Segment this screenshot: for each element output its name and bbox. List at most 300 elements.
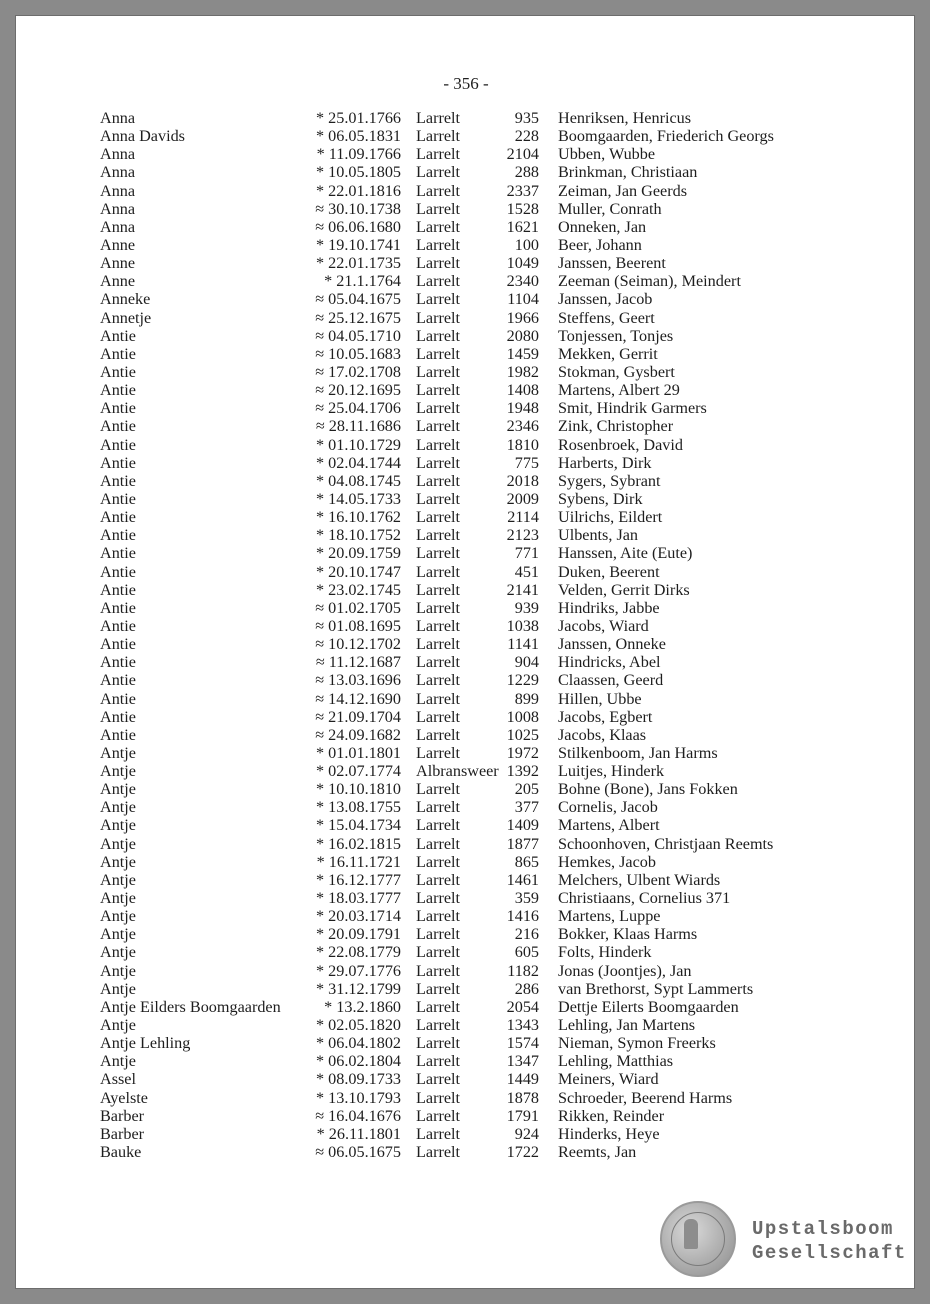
entry-date: * 02.04.1744 bbox=[316, 453, 401, 472]
entry-place: Larrelt bbox=[416, 217, 461, 236]
list-item bbox=[16, 962, 916, 980]
entry-number: 865 bbox=[514, 852, 539, 871]
list-item bbox=[16, 309, 916, 327]
entry-relation: Lehling, Matthias bbox=[558, 1052, 674, 1071]
entry-number: 1409 bbox=[506, 816, 539, 835]
entry-name: Antie bbox=[100, 689, 136, 708]
list-item bbox=[16, 218, 916, 236]
list-item bbox=[16, 472, 916, 490]
entry-date: * 18.10.1752 bbox=[316, 526, 401, 545]
entry-place: Larrelt bbox=[416, 689, 461, 708]
entry-relation: Boomgaarden, Friederich Georgs bbox=[558, 127, 774, 146]
entry-number: 2340 bbox=[506, 272, 539, 291]
list-item bbox=[16, 454, 916, 472]
entry-number: 205 bbox=[514, 780, 539, 799]
entry-relation: Christiaans, Cornelius 371 bbox=[558, 889, 731, 908]
entry-place: Larrelt bbox=[416, 1143, 461, 1162]
entry-number: 2337 bbox=[506, 181, 539, 200]
entry-date: ≈ 17.02.1708 bbox=[315, 362, 401, 381]
entry-name: Antie bbox=[100, 399, 136, 418]
entry-place: Larrelt bbox=[416, 1070, 461, 1089]
entry-date: ≈ 24.09.1682 bbox=[315, 725, 401, 744]
entry-name: Antie bbox=[100, 562, 136, 581]
entry-relation: Stilkenboom, Jan Harms bbox=[558, 743, 718, 762]
entry-name: Antje bbox=[100, 925, 136, 944]
list-item bbox=[16, 182, 916, 200]
entry-name: Antje Eilders Boomgaarden bbox=[100, 997, 281, 1016]
entry-date: * 16.11.1721 bbox=[316, 852, 401, 871]
entry-name: Annetje bbox=[100, 308, 152, 327]
entry-number: 2018 bbox=[506, 471, 539, 490]
entry-place: Larrelt bbox=[416, 399, 461, 418]
entry-relation: Hanssen, Aite (Eute) bbox=[558, 544, 693, 563]
list-item bbox=[16, 563, 916, 581]
entry-place: Larrelt bbox=[416, 961, 461, 980]
entry-date: ≈ 11.12.1687 bbox=[315, 653, 401, 672]
entry-place: Larrelt bbox=[416, 290, 461, 309]
entry-number: 2104 bbox=[506, 145, 539, 164]
entry-relation: Janssen, Beerent bbox=[558, 254, 666, 273]
list-item bbox=[16, 635, 916, 653]
entry-place: Larrelt bbox=[416, 580, 461, 599]
entry-name: Antje bbox=[100, 979, 136, 998]
entry-name: Anna bbox=[100, 199, 136, 218]
entry-date: * 13.08.1755 bbox=[316, 798, 401, 817]
entry-place: Larrelt bbox=[416, 671, 461, 690]
entry-date: * 10.05.1805 bbox=[316, 163, 401, 182]
entry-place: Larrelt bbox=[416, 109, 461, 127]
entry-name: Antie bbox=[100, 707, 136, 726]
entry-number: 1449 bbox=[506, 1070, 539, 1089]
entry-relation: Bokker, Klaas Harms bbox=[558, 925, 698, 944]
entry-relation: Jacobs, Egbert bbox=[558, 707, 653, 726]
entry-place: Larrelt bbox=[416, 780, 461, 799]
entry-name: Anna bbox=[100, 145, 136, 164]
entry-name: Antie bbox=[100, 344, 136, 363]
list-item bbox=[16, 671, 916, 689]
entry-name: Antje bbox=[100, 889, 136, 908]
entry-number: 377 bbox=[514, 798, 539, 817]
list-item bbox=[16, 943, 916, 961]
document-page bbox=[15, 15, 915, 1289]
entry-place: Larrelt bbox=[416, 979, 461, 998]
entry-date: * 04.08.1745 bbox=[316, 471, 401, 490]
entry-number: 2054 bbox=[506, 997, 539, 1016]
entry-name: Antie bbox=[100, 616, 136, 635]
entry-number: 1461 bbox=[506, 870, 539, 889]
entry-number: 1791 bbox=[506, 1106, 539, 1125]
entry-name: Antje Lehling bbox=[100, 1034, 191, 1053]
list-item bbox=[16, 1125, 916, 1143]
entry-relation: Nieman, Symon Freerks bbox=[558, 1034, 716, 1053]
entry-place: Larrelt bbox=[416, 489, 461, 508]
entry-number: 2080 bbox=[506, 326, 539, 345]
entry-relation: Hindricks, Abel bbox=[558, 653, 661, 672]
entry-date: * 19.10.1741 bbox=[316, 235, 401, 254]
entry-place: Larrelt bbox=[416, 1016, 461, 1035]
entry-date: ≈ 28.11.1686 bbox=[315, 417, 401, 436]
entry-relation: Rosenbroek, David bbox=[558, 435, 683, 454]
entry-name: Anna bbox=[100, 217, 136, 236]
list-item bbox=[16, 236, 916, 254]
list-item bbox=[16, 508, 916, 526]
page-number: - 356 - bbox=[443, 74, 489, 93]
entry-place: Larrelt bbox=[416, 562, 461, 581]
list-item bbox=[16, 544, 916, 562]
entry-relation: Harberts, Dirk bbox=[558, 453, 652, 472]
seal-logo-icon bbox=[660, 1201, 736, 1277]
list-item bbox=[16, 653, 916, 671]
entry-place: Larrelt bbox=[416, 943, 461, 962]
entry-relation: Janssen, Onneke bbox=[558, 635, 666, 654]
entry-number: 1049 bbox=[506, 254, 539, 273]
entry-place: Larrelt bbox=[416, 870, 461, 889]
entry-relation: Schroeder, Beerend Harms bbox=[558, 1088, 733, 1107]
entry-date: ≈ 10.12.1702 bbox=[315, 635, 401, 654]
list-item bbox=[16, 1034, 916, 1052]
entry-relation: Martens, Luppe bbox=[558, 907, 661, 926]
entry-date: * 16.10.1762 bbox=[316, 508, 401, 527]
entry-place: Larrelt bbox=[416, 254, 461, 273]
entry-date: * 20.09.1791 bbox=[316, 925, 401, 944]
entry-number: 228 bbox=[514, 127, 539, 146]
entry-date: * 14.05.1733 bbox=[316, 489, 401, 508]
entry-place: Larrelt bbox=[416, 308, 461, 327]
entry-name: Antje bbox=[100, 852, 136, 871]
entry-date: * 06.04.1802 bbox=[316, 1034, 401, 1053]
list-item bbox=[16, 980, 916, 998]
entry-place: Larrelt bbox=[416, 925, 461, 944]
entry-relation: Zink, Christopher bbox=[558, 417, 674, 436]
entry-date: * 08.09.1733 bbox=[316, 1070, 401, 1089]
list-item bbox=[16, 1016, 916, 1034]
list-item bbox=[16, 835, 916, 853]
entry-date: * 13.2.1860 bbox=[324, 997, 401, 1016]
list-item bbox=[16, 581, 916, 599]
entry-relation: Stokman, Gysbert bbox=[558, 362, 675, 381]
entry-number: 1528 bbox=[506, 199, 539, 218]
entry-relation: Zeiman, Jan Geerds bbox=[558, 181, 688, 200]
entry-date: ≈ 14.12.1690 bbox=[315, 689, 401, 708]
entry-name: Anna bbox=[100, 181, 136, 200]
entry-name: Antie bbox=[100, 725, 136, 744]
list-item bbox=[16, 254, 916, 272]
list-item bbox=[16, 708, 916, 726]
entry-number: 1008 bbox=[506, 707, 539, 726]
entry-place: Albransweer bbox=[416, 762, 499, 781]
entry-number: 286 bbox=[514, 979, 539, 998]
entry-relation: Beer, Johann bbox=[558, 235, 642, 254]
entry-name: Barber bbox=[100, 1106, 145, 1125]
entry-date: ≈ 13.03.1696 bbox=[315, 671, 401, 690]
entry-number: 2009 bbox=[506, 489, 539, 508]
entry-place: Larrelt bbox=[416, 725, 461, 744]
list-item bbox=[16, 780, 916, 798]
entry-relation: Zeeman (Seiman), Meindert bbox=[558, 272, 741, 291]
list-item bbox=[16, 417, 916, 435]
entry-date: * 29.07.1776 bbox=[316, 961, 401, 980]
list-item bbox=[16, 762, 916, 780]
entry-place: Larrelt bbox=[416, 235, 461, 254]
entry-place: Larrelt bbox=[416, 653, 461, 672]
entry-number: 1347 bbox=[506, 1052, 539, 1071]
entry-relation: Jonas (Joontjes), Jan bbox=[558, 961, 692, 980]
brand-line-2: Gesellschaft bbox=[752, 1242, 907, 1264]
list-item bbox=[16, 381, 916, 399]
entry-name: Antie bbox=[100, 381, 136, 400]
entry-date: * 25.01.1766 bbox=[316, 109, 401, 127]
entry-relation: Melchers, Ulbent Wiards bbox=[558, 870, 721, 889]
entry-relation: Cornelis, Jacob bbox=[558, 798, 658, 817]
entry-place: Larrelt bbox=[416, 181, 461, 200]
entry-number: 904 bbox=[514, 653, 539, 672]
entry-relation: Jacobs, Klaas bbox=[558, 725, 647, 744]
entry-name: Anna bbox=[100, 109, 136, 127]
entry-relation: Folts, Hinderk bbox=[558, 943, 652, 962]
entry-place: Larrelt bbox=[416, 362, 461, 381]
list-item bbox=[16, 1143, 916, 1161]
entry-number: 1574 bbox=[506, 1034, 539, 1053]
entry-number: 1972 bbox=[506, 743, 539, 762]
entry-name: Antie bbox=[100, 635, 136, 654]
entry-relation: Bohne (Bone), Jans Fokken bbox=[558, 780, 738, 799]
entry-number: 1877 bbox=[506, 834, 539, 853]
entry-relation: Sygers, Sybrant bbox=[558, 471, 661, 490]
list-item bbox=[16, 889, 916, 907]
entry-relation: Hillen, Ubbe bbox=[558, 689, 642, 708]
entry-date: * 22.08.1779 bbox=[316, 943, 401, 962]
entry-date: ≈ 30.10.1738 bbox=[315, 199, 401, 218]
entry-place: Larrelt bbox=[416, 199, 461, 218]
entry-place: Larrelt bbox=[416, 743, 461, 762]
entry-name: Antje bbox=[100, 816, 136, 835]
entry-name: Antje bbox=[100, 798, 136, 817]
entry-relation: Hinderks, Heye bbox=[558, 1124, 660, 1143]
entry-place: Larrelt bbox=[416, 326, 461, 345]
entry-date: * 02.05.1820 bbox=[316, 1016, 401, 1035]
entry-number: 1025 bbox=[506, 725, 539, 744]
entry-date: * 26.11.1801 bbox=[316, 1124, 401, 1143]
entry-date: ≈ 06.05.1675 bbox=[315, 1143, 401, 1162]
entry-number: 2141 bbox=[506, 580, 539, 599]
entry-relation: Hemkes, Jacob bbox=[558, 852, 656, 871]
entry-place: Larrelt bbox=[416, 544, 461, 563]
entry-name: Barber bbox=[100, 1124, 145, 1143]
entry-relation: Martens, Albert 29 bbox=[558, 381, 680, 400]
entry-relation: Dettje Eilerts Boomgaarden bbox=[558, 997, 739, 1016]
entry-date: ≈ 21.09.1704 bbox=[315, 707, 401, 726]
list-item bbox=[16, 925, 916, 943]
list-item bbox=[16, 163, 916, 181]
entry-date: ≈ 01.08.1695 bbox=[315, 616, 401, 635]
entry-number: 1038 bbox=[506, 616, 539, 635]
entry-name: Anne bbox=[100, 254, 136, 273]
entry-date: * 16.12.1777 bbox=[316, 870, 401, 889]
entry-number: 1343 bbox=[506, 1016, 539, 1035]
entry-number: 1982 bbox=[506, 362, 539, 381]
entry-number: 935 bbox=[514, 109, 539, 127]
entry-place: Larrelt bbox=[416, 435, 461, 454]
entry-name: Antie bbox=[100, 580, 136, 599]
entry-number: 451 bbox=[514, 562, 539, 581]
entry-place: Larrelt bbox=[416, 145, 461, 164]
entry-number: 1229 bbox=[506, 671, 539, 690]
entry-place: Larrelt bbox=[416, 344, 461, 363]
list-item bbox=[16, 617, 916, 635]
list-item bbox=[16, 200, 916, 218]
entry-number: 1182 bbox=[507, 961, 539, 980]
list-item bbox=[16, 853, 916, 871]
entry-date: * 10.10.1810 bbox=[316, 780, 401, 799]
entry-name: Antje bbox=[100, 762, 136, 781]
entry-date: * 31.12.1799 bbox=[316, 979, 401, 998]
list-item bbox=[16, 436, 916, 454]
entry-place: Larrelt bbox=[416, 272, 461, 291]
entry-place: Larrelt bbox=[416, 635, 461, 654]
list-item bbox=[16, 744, 916, 762]
entry-place: Larrelt bbox=[416, 381, 461, 400]
entry-date: * 01.01.1801 bbox=[316, 743, 401, 762]
entry-name: Antie bbox=[100, 544, 136, 563]
entry-date: ≈ 20.12.1695 bbox=[315, 381, 401, 400]
entry-relation: Lehling, Jan Martens bbox=[558, 1016, 696, 1035]
entry-number: 1104 bbox=[507, 290, 539, 309]
list-item bbox=[16, 690, 916, 708]
entry-name: Antie bbox=[100, 326, 136, 345]
entry-name: Antie bbox=[100, 471, 136, 490]
entry-number: 1141 bbox=[507, 635, 539, 654]
entry-number: 1966 bbox=[506, 308, 539, 327]
list-item bbox=[16, 1107, 916, 1125]
entry-place: Larrelt bbox=[416, 598, 461, 617]
entry-relation: Ulbents, Jan bbox=[558, 526, 639, 545]
entry-name: Antje bbox=[100, 943, 136, 962]
entry-name: Ayelste bbox=[100, 1088, 148, 1107]
entry-relation: Reemts, Jan bbox=[558, 1143, 637, 1162]
entry-place: Larrelt bbox=[416, 907, 461, 926]
list-item bbox=[16, 109, 916, 127]
entry-date: * 06.02.1804 bbox=[316, 1052, 401, 1071]
entry-place: Larrelt bbox=[416, 997, 461, 1016]
entry-number: 2123 bbox=[506, 526, 539, 545]
entry-date: * 16.02.1815 bbox=[316, 834, 401, 853]
entry-place: Larrelt bbox=[416, 707, 461, 726]
entry-relation: van Brethorst, Sypt Lammerts bbox=[558, 979, 754, 998]
entry-number: 1459 bbox=[506, 344, 539, 363]
entry-number: 899 bbox=[514, 689, 539, 708]
entry-relation: Jacobs, Wiard bbox=[558, 616, 649, 635]
entry-name: Anna Davids bbox=[100, 127, 185, 146]
entry-place: Larrelt bbox=[416, 417, 461, 436]
entry-date: * 15.04.1734 bbox=[316, 816, 401, 835]
list-item bbox=[16, 1070, 916, 1088]
entry-number: 288 bbox=[514, 163, 539, 182]
entry-name: Bauke bbox=[100, 1143, 142, 1162]
entry-name: Anna bbox=[100, 163, 136, 182]
entry-date: * 06.05.1831 bbox=[316, 127, 401, 146]
entry-relation: Muller, Conrath bbox=[558, 199, 662, 218]
entry-place: Larrelt bbox=[416, 798, 461, 817]
list-item bbox=[16, 871, 916, 889]
entry-place: Larrelt bbox=[416, 471, 461, 490]
entry-relation: Schoonhoven, Christjaan Reemts bbox=[558, 834, 774, 853]
entry-relation: Janssen, Jacob bbox=[558, 290, 653, 309]
entry-date: * 22.01.1816 bbox=[316, 181, 401, 200]
entry-name: Anneke bbox=[100, 290, 151, 309]
entry-place: Larrelt bbox=[416, 1052, 461, 1071]
entry-place: Larrelt bbox=[416, 453, 461, 472]
entry-relation: Ubben, Wubbe bbox=[558, 145, 656, 164]
list-item bbox=[16, 1052, 916, 1070]
entry-name: Anne bbox=[100, 235, 136, 254]
entry-place: Larrelt bbox=[416, 526, 461, 545]
entry-date: * 02.07.1774 bbox=[316, 762, 401, 781]
entry-relation: Martens, Albert bbox=[558, 816, 660, 835]
list-item bbox=[16, 290, 916, 308]
entry-date: * 23.02.1745 bbox=[316, 580, 401, 599]
entry-name: Antje bbox=[100, 1016, 136, 1035]
entry-name: Antie bbox=[100, 417, 136, 436]
entry-place: Larrelt bbox=[416, 1088, 461, 1107]
list-item bbox=[16, 1089, 916, 1107]
entry-relation: Tonjessen, Tonjes bbox=[558, 326, 674, 345]
entry-number: 1621 bbox=[506, 217, 539, 236]
entry-date: ≈ 06.06.1680 bbox=[315, 217, 401, 236]
list-item bbox=[16, 345, 916, 363]
entry-date: * 11.09.1766 bbox=[316, 145, 401, 164]
entry-name: Antje bbox=[100, 907, 136, 926]
entry-name: Antje bbox=[100, 743, 136, 762]
entry-place: Larrelt bbox=[416, 1124, 461, 1143]
entry-number: 1810 bbox=[506, 435, 539, 454]
entry-date: * 20.03.1714 bbox=[316, 907, 401, 926]
entry-date: * 20.10.1747 bbox=[316, 562, 401, 581]
list-item bbox=[16, 526, 916, 544]
entry-number: 1408 bbox=[506, 381, 539, 400]
list-item bbox=[16, 272, 916, 290]
entry-name: Antie bbox=[100, 526, 136, 545]
entry-name: Antie bbox=[100, 453, 136, 472]
entry-name: Antie bbox=[100, 508, 136, 527]
entry-number: 605 bbox=[514, 943, 539, 962]
entry-relation: Duken, Beerent bbox=[558, 562, 660, 581]
entry-date: ≈ 16.04.1676 bbox=[315, 1106, 401, 1125]
entry-date: * 20.09.1759 bbox=[316, 544, 401, 563]
entry-name: Antje bbox=[100, 870, 136, 889]
entry-relation: Velden, Gerrit Dirks bbox=[558, 580, 690, 599]
entry-relation: Henriksen, Henricus bbox=[558, 109, 692, 127]
entry-number: 359 bbox=[514, 889, 539, 908]
list-item bbox=[16, 490, 916, 508]
entry-place: Larrelt bbox=[416, 616, 461, 635]
entry-date: * 01.10.1729 bbox=[316, 435, 401, 454]
entry-place: Larrelt bbox=[416, 163, 461, 182]
entry-name: Assel bbox=[100, 1070, 136, 1089]
entry-name: Anne bbox=[100, 272, 136, 291]
brand-line-1: Upstalsboom bbox=[752, 1218, 894, 1240]
entry-date: * 18.03.1777 bbox=[316, 889, 401, 908]
entry-name: Antie bbox=[100, 362, 136, 381]
entry-place: Larrelt bbox=[416, 1034, 461, 1053]
entry-place: Larrelt bbox=[416, 852, 461, 871]
entry-relation: Onneken, Jan bbox=[558, 217, 647, 236]
list-item bbox=[16, 327, 916, 345]
entry-number: 2346 bbox=[506, 417, 539, 436]
entry-relation: Sybens, Dirk bbox=[558, 489, 643, 508]
entry-number: 1416 bbox=[506, 907, 539, 926]
entry-name: Antje bbox=[100, 834, 136, 853]
entry-place: Larrelt bbox=[416, 508, 461, 527]
